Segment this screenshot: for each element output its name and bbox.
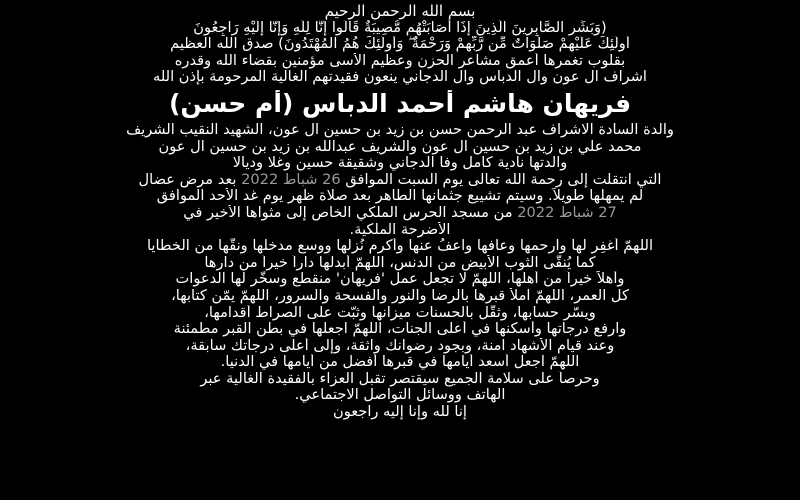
basmala: بسم الله الرحمن الرحيم — [324, 3, 476, 20]
prayer-line: وأهلاً خيراً من أهلها، اللهمّ لا تجعل عمل 'فريهان' منقطع وسخّر لها الدعوات — [175, 271, 625, 288]
funeral-line — [10, 205, 790, 222]
death-notice-line — [10, 172, 790, 189]
condolence-line: وحرصاً على سلامة الجميع سيقتصر تقبل العزاء بالفقيدة الغالية عبر — [200, 370, 600, 387]
death-notice-section — [10, 172, 790, 238]
prayer-line: وعند قيام الأشهاد آمنة، وبجود رضوانك واثقة، وإلى أعلى درجاتك سابقة، — [185, 337, 615, 354]
prayer-line: ويسّر حسابها، وثقّل بالحسنات ميزانها وثبّت على الصراط أقدامها، — [204, 304, 596, 321]
family-line: محمد علي بن زيد بن حسين آل عون والشريف عبدالله بن زيد بن حسين آل عون — [158, 138, 642, 155]
death-notice-text: التي انتقلت إلى رحمة الله تعالى يوم السبت الموافق — [340, 171, 662, 188]
prayer-section — [10, 238, 790, 371]
funeral-line: لم يمهلها طويلاً. وسيتم تشييع جثمانها الطاهر بعد صلاة ظهر يوم غد الأحد الموافق — [156, 188, 644, 205]
family-section — [10, 122, 790, 172]
funeral-date: 27 شباط 2022 — [517, 204, 617, 221]
closing-phrase: إنا لله وإنا إليه راجعون — [333, 404, 467, 421]
family-line: والدتها نادية كامل وفا الدجاني وشقيقة حسين وغلا وديالا — [232, 155, 568, 172]
verse-line: أُولَٰئِكَ عَلَيْهِمْ صَلَوَاتٌ مِّن رَّبِّهِمْ وَرَحْمَةٌ ۖ وَأُولَٰئِكَ هُمُ الْمُهْتَدُونَ) صدق الله العظيم — [170, 36, 630, 53]
burial-place: الأضرحة الملكية. — [349, 221, 451, 238]
closing-section — [10, 371, 790, 421]
prayer-line: وارفع درجاتها وأسكنها في أعلى الجنات، اللهمّ اجعلها في بطن القبر مطمئنة — [173, 321, 627, 338]
condolence-line: الهاتف ووسائل التواصل الاجتماعي. — [294, 387, 506, 404]
death-date: 26 شباط 2022 — [241, 171, 341, 188]
prayer-line: اللهمّ أغفِر لها وارحمها وعافها واعفُ عنها وأكرم نُزلها ووسع مدخلها ونقّها من الخطايا — [146, 238, 654, 255]
family-line: والدة السادة الاشراف عبد الرحمن حسن بن زيد بن حسين آل عون، الشهيد النقيب الشريف — [126, 121, 674, 138]
verse-line: (وَبَشِّرِ الصَّابِرِينَ الَّذِينَ إِذَا أَصَابَتْهُم مُّصِيبَةٌ قَالُوا إِنَّا لِلَّهِ وَإِنَّا إِلَيْهِ رَاجِعُونَ — [193, 19, 607, 36]
intro-line: اشراف آل عون وآل الدباس وآل الدجاني ينعون فقيدتهم الغالية المرحومة بإذن الله — [153, 69, 647, 86]
prayer-line: اللهمّ اجعل أسعد أيامها في قبرها أفضل من أيامها في الدنيا. — [220, 354, 580, 371]
deceased-name: فريهان هاشم أحمد الدباس (أم حسن) — [168, 89, 632, 118]
funeral-text: من مسجد الحرس الملكي الخاص إلى مثواها الأخير في — [183, 204, 518, 221]
quran-verse-and-intro — [10, 20, 790, 86]
death-notice-text: بعد مرض عضال — [138, 171, 242, 188]
prayer-line: كل العمر، اللهمّ املأ قبرها بالرضا والنور والفسحة والسرور، اللهمّ يمّن كتابها، — [171, 287, 629, 304]
intro-line: بقلوب تغمرها أعمق مشاعر الحزن وعظيم الأسى مؤمنين بقضاء الله وقدره — [174, 52, 626, 69]
prayer-line: كما يُنقّى الثوب الأبيض من الدنس، اللهمّ أبدلها داراً خيراً من دارها — [204, 254, 596, 271]
